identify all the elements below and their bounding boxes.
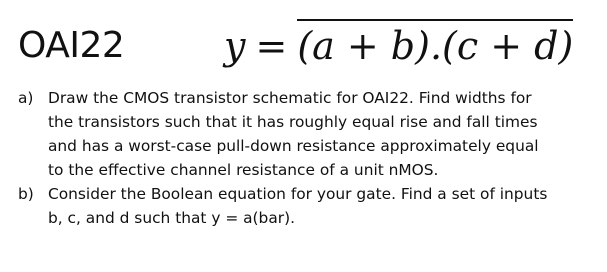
question-line: and has a worst-case pull-down resistance approximately equal	[48, 137, 539, 155]
question-label: b)	[18, 185, 34, 203]
question-text	[48, 182, 603, 230]
question-b	[18, 182, 603, 230]
question-a	[18, 86, 603, 182]
equation-output: y	[224, 24, 246, 68]
equation-equals: =	[255, 24, 288, 68]
gate-title: OAI22	[18, 25, 125, 66]
question-line: b, c, and d such that y = a(bar).	[48, 209, 295, 227]
question-text	[48, 86, 603, 182]
boolean-equation	[224, 24, 573, 68]
question-line: the transistors such that it has roughly equal rise and fall times	[48, 113, 538, 131]
question-line: Consider the Boolean equation for your gate. Find a set of inputs	[48, 185, 548, 203]
question-label: a)	[18, 89, 34, 107]
question-line: Draw the CMOS transistor schematic for OAI22. Find widths for	[48, 89, 532, 107]
equation-expression-inverted: (a + b).(c + d)	[297, 24, 574, 68]
question-list	[18, 86, 603, 230]
question-line: to the effective channel resistance of a unit nMOS.	[48, 161, 439, 179]
